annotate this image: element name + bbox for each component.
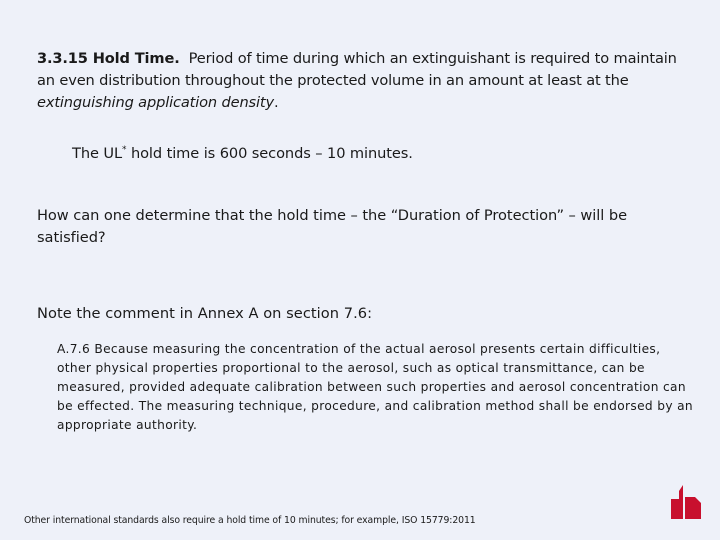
ul-hold-time-statement xyxy=(72,143,413,165)
definition-end: . xyxy=(273,94,279,111)
annex-quote: A.7.6 Because measuring the concentration of the actual aerosol presents certain difficulties, other physical properties proportional to the aerosol, such as optical transmittance, can be measured, provided adequate calibration between such properties and aerosol concentration can be effected. The measuring technique, procedure, and calibration method shall be endorsed by an appropriate authority. xyxy=(57,342,694,432)
question-paragraph: How can one determine that the hold time – the “Duration of Protection” – will be satisfied? xyxy=(37,207,628,246)
definition-term: 3.3.15 Hold Time. xyxy=(37,50,180,67)
ul-statement-before: The UL xyxy=(72,145,122,162)
corporate-logo-icon xyxy=(671,485,701,519)
ul-statement-after: hold time is 600 seconds – 10 minutes. xyxy=(130,145,413,162)
footnote: Other international standards also require a hold time of 10 minutes; for example, ISO 15779:2011 xyxy=(24,515,476,526)
ul-statement-mark: * xyxy=(122,145,127,155)
definition-paragraph xyxy=(37,48,687,114)
annex-note: Note the comment in Annex A on section 7.6: xyxy=(37,305,373,322)
definition-emphasis: extinguishing application density xyxy=(37,94,274,111)
definition-text: Period of time during which an extinguishant is required to maintain an even distribution throughout the protected volume in an amount at least at the xyxy=(37,50,677,89)
